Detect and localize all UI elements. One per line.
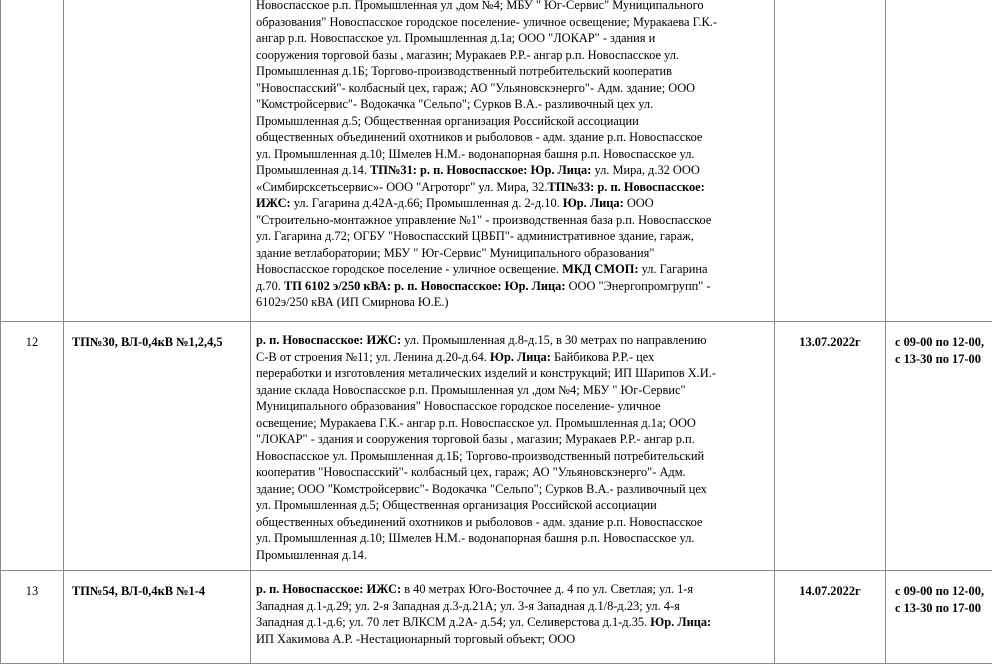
address-line — [256, 415, 768, 432]
address-line — [256, 195, 768, 212]
address-line — [256, 162, 768, 179]
address-line — [256, 30, 768, 47]
address-text: Муниципального образования" Новоспасское городское поселение- уличное — [256, 399, 661, 413]
address-text: сооружения торговой базы , магазин; Муракаев Р.Р.- ангар р.п. Новоспасское ул. — [256, 48, 679, 62]
address-text: С-В от строения №11; ул. Ленина д.20-д.64. — [256, 350, 490, 364]
time-range-afternoon: с 13-30 по 17-00 — [895, 600, 992, 617]
address-line — [256, 245, 768, 262]
address-text: освещение; Муракаева Г.К.- ангар р.п. Новоспасское ул. Промышленная д.1а; ООО — [256, 416, 696, 430]
address-text: ул. Мира, д.32 ООО — [591, 163, 699, 177]
object-cell: ТП№30, ВЛ-0,4кВ №1,2,4,5 — [64, 322, 251, 571]
date-cell: 13.07.2022г — [775, 322, 886, 571]
object-cell — [64, 0, 251, 322]
address-line — [256, 365, 768, 382]
address-text: Промышленная д.5; Общественная организация Российской ассоциации — [256, 114, 639, 128]
address-text: ангар р.п. Новоспасское ул. Промышленная д.1а; ООО "ЛОКАР" - здания и — [256, 31, 655, 45]
time-range-morning: с 09-00 по 12-00, — [895, 334, 992, 351]
table-row — [1, 571, 992, 664]
address-text: ул. Промышленная д.8-д.15, в 30 метрах по направлению — [401, 333, 706, 347]
address-text: ул. Гагарина — [638, 262, 707, 276]
address-line — [256, 294, 768, 311]
address-text: Новоспасское ул. Промышленная д.1Б; Торгово-производственный потребительский — [256, 449, 704, 463]
address-text: Новоспасское р.п. Промышленная ул ,дом №4; МБУ " Юг-Сервис" Муниципального — [256, 0, 704, 12]
address-line — [256, 581, 768, 598]
address-text: здание склада Новоспасское р.п. Промышленная ул ,дом №4; МБУ " Юг-Сервис" — [256, 383, 686, 397]
address-text: ООО "Энергопромгрупп" - — [566, 279, 711, 293]
address-line — [256, 179, 768, 196]
address-text: в 40 метрах Юго-Восточнее д. 4 по ул. Светлая; ул. 1-я — [401, 582, 693, 596]
address-text: 6102э/250 кВА (ИП Смирнова Ю.Е.) — [256, 295, 449, 309]
address-text: ИП Хакимова А.Р. -Нестационарный торговый объект; ООО — [256, 632, 575, 646]
address-text: Байбикова Р.Р.- цех — [551, 350, 654, 364]
address-text: Западная д.1-д.6; ул. 70 лет ВЛКСМ д.2А- д.54; ул. Селиверстова д.1-д.35. — [256, 615, 650, 629]
address-text: ул. Промышленная д.10; Шмелев Н.М.- водонапорная башня р.п. Новоспасское ул. — [256, 147, 695, 161]
address-label: Юр. Лица: — [563, 196, 624, 210]
address-line — [256, 47, 768, 64]
address-line — [256, 614, 768, 631]
address-line — [256, 332, 768, 349]
address-label: р. п. Новоспасское: ИЖС: — [256, 333, 401, 347]
address-line — [256, 129, 768, 146]
address-line — [256, 0, 768, 14]
address-line — [256, 96, 768, 113]
address-label: ТП№31: р. п. Новоспасское: Юр. Лица: — [370, 163, 591, 177]
address-line — [256, 481, 768, 498]
address-line — [256, 228, 768, 245]
address-text: здание; ООО "Комстройсервис"- Водокачка "Сельпо"; Сурков В.А.- разливочный цех — [256, 482, 707, 496]
address-cell — [251, 322, 775, 571]
address-text: Новоспасское городское поселение - уличное освещение. — [256, 262, 562, 276]
address-text: ООО — [624, 196, 654, 210]
row-number-cell — [1, 0, 64, 322]
address-label: ТП№33: р. п. Новоспасское: — [547, 180, 704, 194]
date-cell — [775, 0, 886, 322]
address-line — [256, 631, 768, 648]
address-line — [256, 598, 768, 615]
address-line — [256, 547, 768, 564]
address-line — [256, 80, 768, 97]
address-line — [256, 431, 768, 448]
address-line — [256, 514, 768, 531]
address-text: Промышленная д.1Б; Торгово-производственный потребительский кооператив — [256, 64, 672, 78]
address-text: общественных объединений охотников и рыболовов - адм. здание р.п. Новоспасское — [256, 130, 702, 144]
address-line — [256, 278, 768, 295]
address-text: ул. Гагарина д.72; ОГБУ "Новоспасский ЦВБП"- административное здание, гараж, — [256, 229, 694, 243]
address-label: р. п. Новоспасское: ИЖС: — [256, 582, 401, 596]
address-label: ИЖС: — [256, 196, 291, 210]
address-text: ул. Промышленная д.5; Общественная организация Российской ассоциации — [256, 498, 657, 512]
address-text: "Строительно-монтажное управление №1" - производственная база р.п. Новоспасское — [256, 213, 711, 227]
address-text: ул. Гагарина д.42А-д.66; Промышленная д. 2-д.10. — [291, 196, 563, 210]
address-line — [256, 464, 768, 481]
time-range-afternoon: с 13-30 по 17-00 — [895, 351, 992, 368]
address-text: образования" Новоспасское городское поселение- уличное освещение; Муракаева Г.К.- — [256, 15, 717, 29]
table-row — [1, 0, 992, 322]
address-cell — [251, 571, 775, 664]
address-label: МКД СМОП: — [562, 262, 638, 276]
address-text: ул. Промышленная д.10; Шмелев Н.М.- водонапорная башня р.п. Новоспасское ул. — [256, 531, 695, 545]
time-cell — [886, 0, 992, 322]
address-line — [256, 349, 768, 366]
address-line — [256, 14, 768, 31]
address-line — [256, 398, 768, 415]
address-label: Юр. Лица: — [490, 350, 551, 364]
address-line — [256, 63, 768, 80]
address-text: кооператив "Новоспасский"- колбасный цех, гараж; АО "Ульяновскэнерго"- Адм. — [256, 465, 686, 479]
time-cell — [886, 322, 992, 571]
address-text: Западная д.1-д.29; ул. 2-я Западная д.3-д.21А; ул. 3-я Западная д.1/8-д.23; ул. 4-я — [256, 599, 680, 613]
address-line — [256, 497, 768, 514]
address-text: общественных объединений охотников и рыболовов - адм. здание р.п. Новоспасское — [256, 515, 702, 529]
address-text: "Новоспасский"- колбасный цех, гараж; АО "Ульяновскэнерго"- Адм. здание; ООО — [256, 81, 695, 95]
row-number-cell: 13 — [1, 571, 64, 664]
address-text: Промышленная д.14. — [256, 163, 370, 177]
address-text: переработки и изготовления металических изделий и конструкций; ИП Шарипов Х.И.- — [256, 366, 716, 380]
address-text: д.70. — [256, 279, 284, 293]
address-cell — [251, 0, 775, 322]
address-label: Юр. Лица: — [650, 615, 711, 629]
date-cell: 14.07.2022г — [775, 571, 886, 664]
address-text: Промышленная д.14. — [256, 548, 367, 562]
address-label: ТП 6102 э/250 кВА: р. п. Новоспасское: Юр. Лица: — [284, 279, 566, 293]
time-range-morning: с 09-00 по 12-00, — [895, 583, 992, 600]
address-text: здание ветлаборатории; МБУ " Юг-Сервис" Муниципального образования" — [256, 246, 654, 260]
address-line — [256, 261, 768, 278]
table-row — [1, 322, 992, 571]
address-text: «Симбирсксетьсервис»- ООО "Агроторг" ул. Мира, 32. — [256, 180, 547, 194]
address-line — [256, 212, 768, 229]
address-line — [256, 382, 768, 399]
address-text: "ЛОКАР" - здания и сооружения торговой базы , магазин; Муракаев Р.Р.- ангар р.п. — [256, 432, 695, 446]
address-line — [256, 146, 768, 163]
row-number-cell: 12 — [1, 322, 64, 571]
object-cell: ТП№54, ВЛ-0,4кВ №1-4 — [64, 571, 251, 664]
address-text: "Комстройсервис"- Водокачка "Сельпо"; Сурков В.А.- разливочный цех ул. — [256, 97, 653, 111]
time-cell — [886, 571, 992, 664]
address-line — [256, 530, 768, 547]
address-line — [256, 448, 768, 465]
address-line — [256, 113, 768, 130]
